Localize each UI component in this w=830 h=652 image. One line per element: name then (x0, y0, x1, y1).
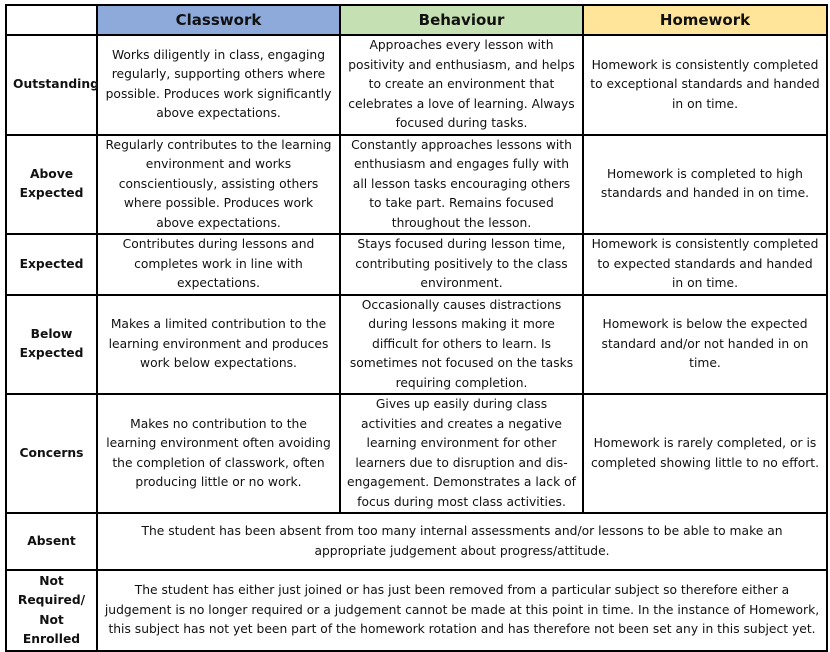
absent-description: The student has been absent from too many internal assessments and/or lessons to be able to make an appropriate judgement about progress/attitude. (97, 513, 827, 570)
classwork-cell: Regularly contributes to the learning environment and works conscientiously, assisting others where possible. Produces work above expectations. (97, 135, 340, 235)
behaviour-cell: Occasionally causes distractions during lessons making it more difficult for others to learn. Is sometimes not focused on the tasks requiring completion. (340, 295, 583, 395)
row-label-absent: Absent (6, 513, 97, 570)
homework-cell: Homework is consistently completed to exceptional standards and handed in on time. (583, 35, 827, 135)
header-row (6, 5, 827, 35)
behaviour-cell: Gives up easily during class activities and creates a negative learning environment for other learners due to disruption and dis-engagement. Demonstrates a lack of focus during most class activities. (340, 394, 583, 513)
assessment-criteria-table (5, 4, 828, 652)
homework-cell: Homework is below the expected standard and/or not handed in on time. (583, 295, 827, 395)
table-row (6, 234, 827, 295)
behaviour-cell: Approaches every lesson with positivity and enthusiasm, and helps to create an environment that celebrates a love of learning. Always focused during tasks. (340, 35, 583, 135)
classwork-cell: Contributes during lessons and completes work in line with expectations. (97, 234, 340, 295)
table-row (6, 135, 827, 235)
table-row (6, 394, 827, 513)
homework-cell: Homework is consistently completed to expected standards and handed in on time. (583, 234, 827, 295)
classwork-cell: Works diligently in class, engaging regularly, supporting others where possible. Produces work significantly above expectations. (97, 35, 340, 135)
not-required-description: The student has either just joined or has just been removed from a particular subject so therefore either a judgement is no longer required or a judgement cannot be made at this point in time. In the instance of Homework, this subject has not yet been part of the homework rotation and has therefore not been set any in this subject yet. (97, 570, 827, 651)
row-label-outstanding: Outstanding (6, 35, 97, 135)
absent-row (6, 513, 827, 570)
classwork-header: Classwork (97, 5, 340, 35)
corner-cell (6, 5, 97, 35)
homework-header: Homework (583, 5, 827, 35)
row-label-concerns: Concerns (6, 394, 97, 513)
behaviour-cell: Constantly approaches lessons with enthusiasm and engages fully with all lesson tasks encouraging others to take part. Remains focused throughout the lesson. (340, 135, 583, 235)
behaviour-cell: Stays focused during lesson time, contributing positively to the class environment. (340, 234, 583, 295)
homework-cell: Homework is rarely completed, or is completed showing little to no effort. (583, 394, 827, 513)
classwork-cell: Makes no contribution to the learning environment often avoiding the completion of classwork, often producing little or no work. (97, 394, 340, 513)
row-label-above-expected: Above Expected (6, 135, 97, 235)
row-label-expected: Expected (6, 234, 97, 295)
homework-cell: Homework is completed to high standards and handed in on time. (583, 135, 827, 235)
table-row (6, 295, 827, 395)
not-required-row (6, 570, 827, 651)
table-row (6, 35, 827, 135)
classwork-cell: Makes a limited contribution to the learning environment and produces work below expectations. (97, 295, 340, 395)
row-label-below-expected: Below Expected (6, 295, 97, 395)
row-label-not-required: Not Required/ Not Enrolled (6, 570, 97, 651)
behaviour-header: Behaviour (340, 5, 583, 35)
